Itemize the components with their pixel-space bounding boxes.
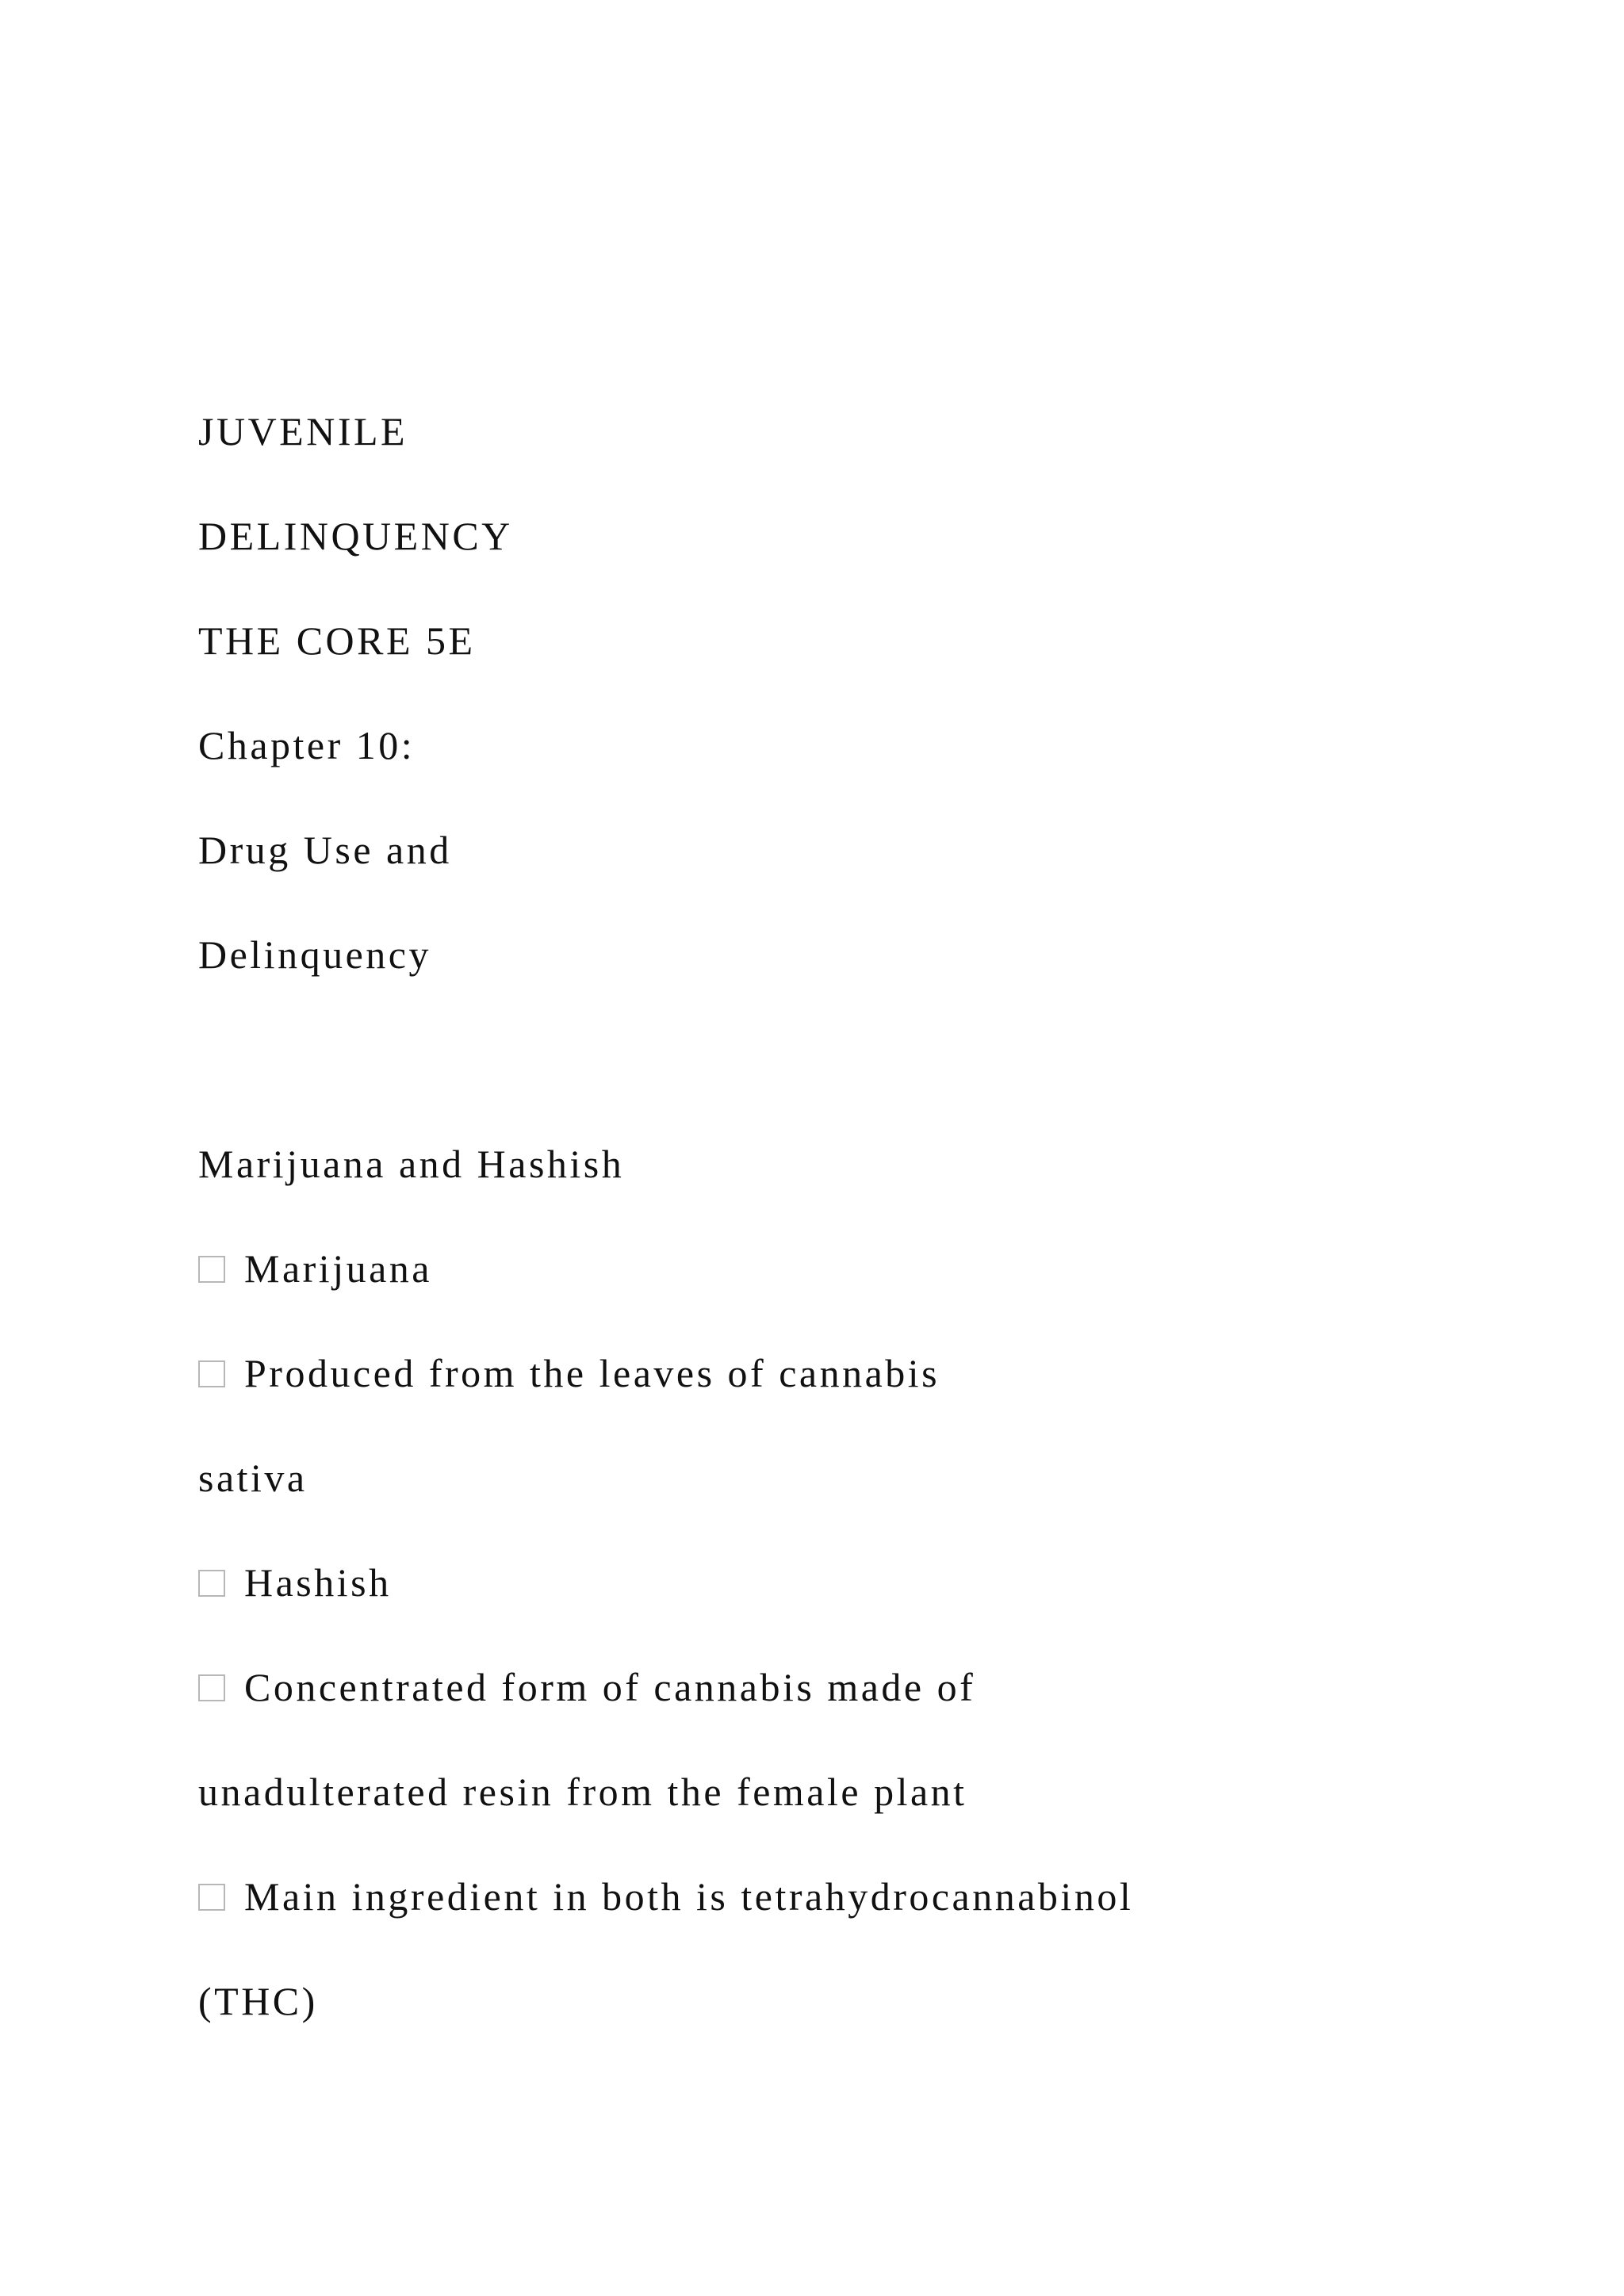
list-item-text: (THC) [198,1979,318,2023]
list-item-text: unadulterated resin from the female plant [198,1770,967,1814]
list-item-text: sativa [198,1456,308,1500]
chapter-title-line-2: Delinquency [198,932,431,977]
list-item-text: Marijuana [244,1246,432,1291]
title-line-juvenile: JUVENILE [198,409,408,453]
bullet-icon [198,1884,225,1911]
list-item-text: Produced from the leaves of cannabis [244,1351,940,1395]
chapter-number: Chapter 10: [198,723,416,767]
list-item-hashish [198,1559,392,1606]
bullet-icon [198,1360,225,1387]
slide-heading: Marijuana and Hashish [198,1142,625,1186]
bullet-icon [198,1570,225,1597]
title-line-edition: THE CORE 5E [198,618,476,663]
bullet-icon [198,1256,225,1283]
list-item-main-ingredient [198,1873,1133,1920]
list-item-text: Main ingredient in both is tetrahydrocannabinol [244,1874,1134,1919]
list-item-text: Concentrated form of cannabis made of [244,1665,976,1709]
list-item-continuation [198,1768,967,1816]
bullet-icon [198,1674,225,1701]
list-item-marijuana [198,1245,432,1292]
list-item-produced [198,1349,940,1397]
list-item-concentrated [198,1663,975,1711]
list-item-continuation [198,1977,318,2025]
chapter-title-line-1: Drug Use and [198,828,452,872]
list-item-text: Hashish [244,1560,392,1605]
list-item-continuation [198,1454,308,1502]
title-line-delinquency: DELINQUENCY [198,514,513,558]
